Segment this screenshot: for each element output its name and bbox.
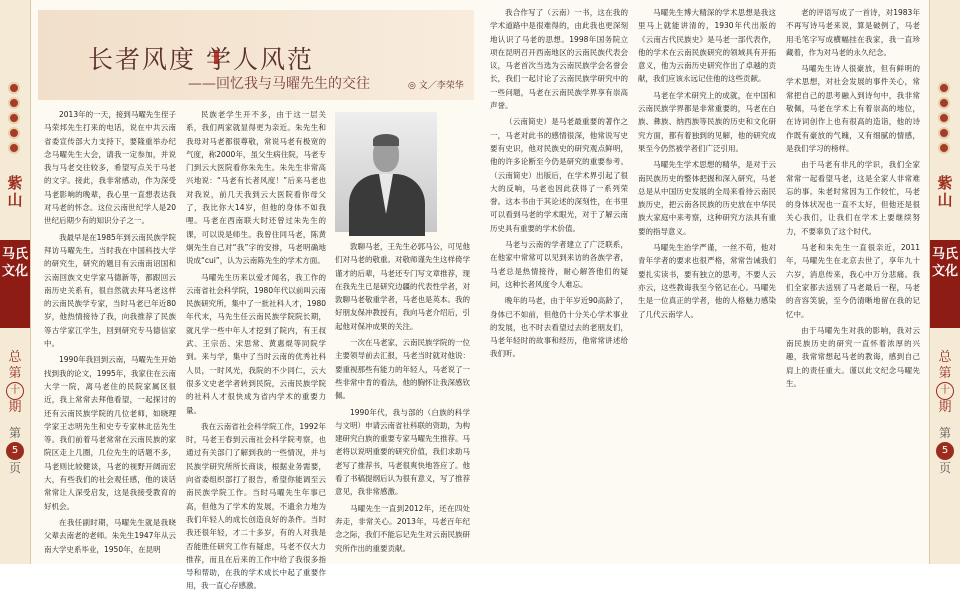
paragraph: 我合作写了（云南）一书，这在我的学术道路中是很难得的，由此我也更深刻地认识了马老的思想。1998年国务院立项在昆明召开西南地区的云南民族代表会议，马老首次当选为云南民族学会名誉会长，我们一起讨论了云南民族学研究中的一些问题，马老在云南民族学界享有崇高声誉。 <box>490 8 628 111</box>
text-column-1 <box>44 108 176 560</box>
rail-decoration-dots <box>938 82 950 154</box>
text-column-4 <box>490 6 628 560</box>
paragraph: 马老在学术研究上的成就，在中国和云南民族学界都是非常重要的，马老在白族、彝族、纳西族等民族的历史和文化研究方面，都有着独到的见解，他的研究成果至今仍然被学者们广泛引用。 <box>638 90 776 153</box>
column-badge: 马氏文化 <box>0 240 30 328</box>
column-badge: 马氏文化 <box>930 240 960 328</box>
magazine-name: 紫山 <box>937 174 953 209</box>
paragraph: 在我任副时期，马曜先生就是我晓父辈去南老的老师。朱先生1947年从云南大学史系毕业，1950年，在昆明 <box>44 517 176 554</box>
issue-label: 总 第 十 期 <box>2 350 28 416</box>
portrait-photo <box>335 112 437 232</box>
paragraph: 马曜先生一直到2012年，还在四处奔走，非常关心。2013年，马老百年纪念之际，我们不能忘记先生对云南民族研究所作出的重要贡献。 <box>335 503 470 553</box>
paragraph: 马曜先生学术思想的精华，是对于云南民族历史的整体把握和深入研究，马老总是从中国历史发展的全局来看待云南民族历史，把云南各民族的历史放在中华民族大家庭中来考察，这种研究方法具有重要的指导意义。 <box>638 160 776 236</box>
right-page <box>480 0 960 564</box>
paragraph: 我在云南省社会科学院工作，1992年时，马老王春到云南社会科学院考察，也通过有关部门了解到我的一些情况，并与民族学研究所所长商谈，根据业务需要，向省委组织部打了报告，希望你能调至云南民族学院工作。当时马曜先生年事已高，但他为了学术的发展，不遗余力地为我们年轻人的成长创造良好的条件。当时我还很年轻，才二十多岁，有的人对我是否能胜任研究工作有疑虑，马老不仅大力推荐，而且在后来的工作中给了我很多指导和帮助，在我的学术成长中起了重要作用，我一直心存感激。 <box>186 421 326 591</box>
page-number: 第 5 页 <box>2 425 28 476</box>
paragraph: 马曜先生治学严谨，一丝不苟，他对青年学者的要求也很严格，常常告诫我们要扎实读书，要有独立的思考，不要人云亦云，这些教诲我至今铭记在心。马曜先生是一位真正的学者，他的人格魅力感染了几代云南学人。 <box>638 243 776 319</box>
rail-decoration-dots <box>8 82 20 154</box>
paragraph: 马曜先生博大精深的学术思想是我这里马上就能讲清的，1930年代出版的《云南古代民族史》是马老一部代表作，他的学术在云南民族研究的领域具有开拓意义，他为云南历史研究作出了卓越的贡献，我们应该永远记住他的这些贡献。 <box>638 8 776 84</box>
article-subtitle: ——回忆我与马曜先生的交往 <box>188 76 370 92</box>
article-header <box>38 10 474 100</box>
paragraph: （云南简史）是马老最重要的著作之一，马老对此书的感情很深，他常说写史要有史识，他对民族史的研究观点鲜明，他的许多论断至今仍是研究的重要参考。（云南简史）出版后，在学术界引起了很大的反响，马老也因此获得了一系列荣誉。这本书由于其论述的深刻性，在书里可以看到马老的学术眼光，对于了解云南历史具有重要的学术价值。 <box>490 117 628 233</box>
paragraph: 马老与云南的学者建立了广泛联系，在他家中常常可以见到来访的各族学者，马老总是热情接待，耐心解答他们的疑问，这种长者风度令人难忘。 <box>490 240 628 289</box>
paragraph: 我最早是在1985年到云南民族学院拜访马曜先生。当时我在中国科技大学的研究生，研究的题目有云南南诏国和云南回族文史学家马德新等，都跟回云南历史关系有，很自然就去拜马老这样的云南民族学专家，当时马老已年近80岁，他热情接待了我，向我推荐了民族等古学家江学生，回到研究专马德信家中。 <box>44 232 176 349</box>
paragraph: 一次在马老家，云南民族学院的一位主要领导前去汇报，马老当时就对他说：要重视那些有能力的年轻人，马老说了一些非常中肯的看法，他的胸怀让我深感钦佩。 <box>335 338 470 401</box>
text-column-3 <box>335 240 470 560</box>
paragraph: 2013年的一天，接到马曜先生侄子马荣邦先生打来的电话，说在中共云南省委宣传部大力支持下，要隆重举办纪念马曜先生大会，请我一定参加，并说我与马老交往较多，希望写点关于马老的文字。接此，我非常感动，作为深受马老影响的晚辈，我心里一直想表达我对马老的怀念。这位云南世纪学人是20世纪后期少有的知识分子之一。 <box>44 110 176 226</box>
paragraph: 晚年的马老，由于年岁近90高龄了，身体已不如前，但他仍十分关心学术事业的发展，也不时去看望过去的老朋友们，马老年轻时的故事和经历，他常常讲述给我们听。 <box>490 296 628 359</box>
paragraph: 由于马曜先生对我的影响，我对云南民族历史的研究一直怀着浓厚的兴趣，我常常想起马老的教诲，感到自己肩上的责任重大。谨以此文纪念马曜先生。 <box>786 325 920 389</box>
paragraph: 马曜先生诗人很豪放，但有鲜明的学术思想，对社会发展的事件关心，常常把自己的思考融入到诗句中，我非常敬佩，马老在学术上有着崇高的地位，在诗词创作上也有很高的造诣，他的诗作既有豪放的气魄，又有细腻的情感，是我们学习的榜样。 <box>786 64 920 153</box>
text-column-5 <box>638 6 776 560</box>
magazine-name: 紫山 <box>7 174 23 209</box>
text-column-2 <box>186 108 326 591</box>
right-side-rail <box>929 0 960 564</box>
paragraph: 民族老学生开不多，由于这一层关系，我们两家就显得更为亲近。朱先生和我母对马老都很尊敬，常说马老有极宽的气度，称2000年，虽父生病住院，马老专门到云大医院看你朱先生。朱先生非常高兴地说：“马老有长者风度！”后来马老也对我说，前几天我到云大医院看你母父了，我比你大14岁，但他的身体不如我哩。马老在西南联大时还曾过朱先生的课，可以说是师生。我曾住同马老，陈黄炯先生自己对“我”字的安排，马老明确地说成“cui”，认为云南陈先生的学术方面。 <box>186 110 326 266</box>
page-number: 第 5 页 <box>932 425 958 476</box>
left-side-rail <box>0 0 31 564</box>
article-title: 长者风度 学人风范 <box>88 45 314 74</box>
text-column-6 <box>786 6 920 560</box>
paragraph: 1990年我回到云南，马曜先生开始找到我的论文，1995年，我家住在云南大学一院，离马老住的民院家属区很近，我上常常去拜他看望，一起探讨的还有云南民族学院的几位老师，如晓理学家王志明先生和史专专家林北岳先生等。我们前着马老常常在云南民族的家院区走上几圈，几位先生的话题不多，马老则比较健谈，马老的视野开阔而宏大，有些我们的社会观任感，他的谈话常常让人深受启发，这是我接受教育的好机会。 <box>44 355 176 511</box>
article-author: ◎ 文／李荣华 <box>408 81 464 91</box>
issue-label: 总 第 十 期 <box>932 350 958 416</box>
left-page <box>0 0 480 591</box>
paragraph: 马曜先生历来以爱才闻名，我工作的云南省社会科学院，1980年代以前叫云南民族研究所，集中了一批社科人才，1980年代末，马先生任云南民族学院院长期，就凡学一些中年人才挖到了院内，有王叔武、王宗岳、宋思常、黄惠焜等同院学到。来与学，集中了当时云南的优秀社科人员，一时风光，我院的不少同仁，云大很多文史老学者转到民院，云南民族学院的社科人才很快成为省内学术的重要力量。 <box>186 272 326 415</box>
paragraph: 老的评语写成了一首诗，对1983年不再写诗马老来说，算是破例了，马老用毛笔字写成横幅挂在我家，我一直珍藏着，作为对马老的永久纪念。 <box>786 8 920 57</box>
paragraph: 1990年代，我与部的（白族的科学与文明）申请云南省社科联的资助，为构建研究白族的重要专家马曜先生推荐。马老将以说明重要的研究价值，我们求助马老写了推荐书，马老很爽快地答应了。他看了书稿提纲后认为很有意义，写了推荐意见，我非常感激。 <box>335 407 470 497</box>
paragraph: 由于马老有非凡的学识，我们全家常常一起看望马老，这是全家人非常难忘的事。朱老时常因为工作较忙，马老的身体状况也一直不太好，但他还是很关心我们，让我们在学术上要继续努力，不要辜负了这个时代。 <box>786 160 920 236</box>
paragraph: 敦聊马老，王先生必郭马公，可见他们对马老的敬重。对敬师谨先生这样倚学谨才的后辈，马老还专门写文章推荐，现在我先生已是研究边疆的代表性学者，对敦聊马老敬重学者，马老也是英本。我的好朋友保冲教授有，我向马老介绍后，引起他对保冲成果的关注。 <box>335 242 470 331</box>
paragraph: 马老和朱先生一直很亲近，2011年，马曜先生在北京去世了，享年九十六岁，消息传来，我心中万分悲痛。我们全家都去送别了马老最后一程，马老的音容笑貌，至今仍清晰地留在我的记忆中。 <box>786 243 920 319</box>
